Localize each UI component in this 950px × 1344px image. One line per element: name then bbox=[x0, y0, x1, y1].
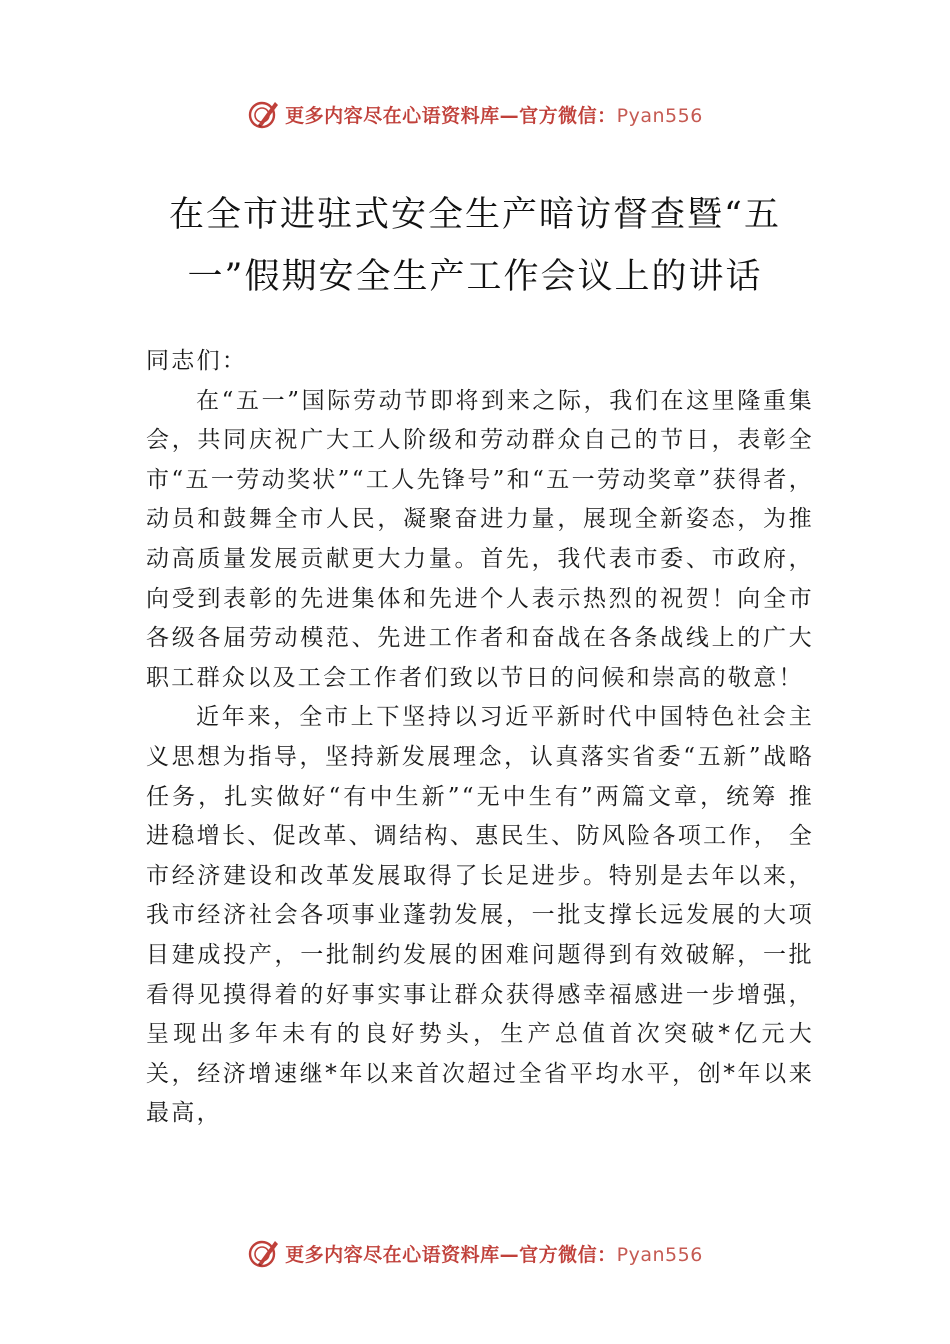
banner-text: 更多内容尽在心语资料库—官方微信：Pyan556 bbox=[285, 1243, 703, 1266]
document-body bbox=[146, 342, 814, 1134]
banner-text: 更多内容尽在心语资料库—官方微信：Pyan556 bbox=[285, 104, 703, 127]
footer-banner bbox=[0, 1233, 950, 1273]
header-banner bbox=[0, 94, 950, 134]
pen-logo-icon bbox=[247, 1236, 281, 1270]
wechat-id: Pyan556 bbox=[616, 1243, 703, 1266]
salutation: 同志们： bbox=[146, 348, 248, 374]
wechat-id: Pyan556 bbox=[616, 104, 703, 127]
document-title: 在全市进驻式安全生产暗访督查暨“五一”假期安全生产工作会议上的讲话 bbox=[169, 195, 781, 297]
paragraph-1: 在“五一”国际劳动节即将到来之际，我们在这里隆重集会，共同庆祝广大工人阶级和劳动群众自己的节日，表彰全市“五一劳动奖状”“工人先锋号”和“五一劳动奖章”获得者，动员和鼓舞全市人民，凝聚奋进力量，展现全新姿态，为推动高质量发展贡献更大力量。首先，我代表市委、市政府，向受到表彰的先进集体和先进个人表示热烈的祝贺！向全市各级各届劳动模范、先进工作者和奋战在各条战线上的广大职工群众以及工会工作者们致以节日的问候和崇高的敬意！ bbox=[146, 387, 814, 691]
pen-logo-icon bbox=[247, 97, 281, 131]
paragraph-2: 近年来，全市上下坚持以习近平新时代中国特色社会主义思想为指导，坚持新发展理念，认真落实省委“五新”战略任务，扎实做好“有中生新”“无中生有”两篇文章，统筹 推进稳增长、促改革、调结构、惠民生、防风险各项工作， 全市经济建设和改革发展取得了长足进步。特别是去年以来，我市经济社会各项事业蓬勃发展，一批支撑长远发展的大项目建成投产，一批制约发展的困难问题得到有效破解，一批看得见摸得着的好事实事让群众获得感幸福感进一步增强，呈现出多年未有的良好势头，生产总值首次突破*亿元大关，经济增速继*年以来首次超过全省平均水平，创*年以来最高， bbox=[146, 704, 814, 1127]
